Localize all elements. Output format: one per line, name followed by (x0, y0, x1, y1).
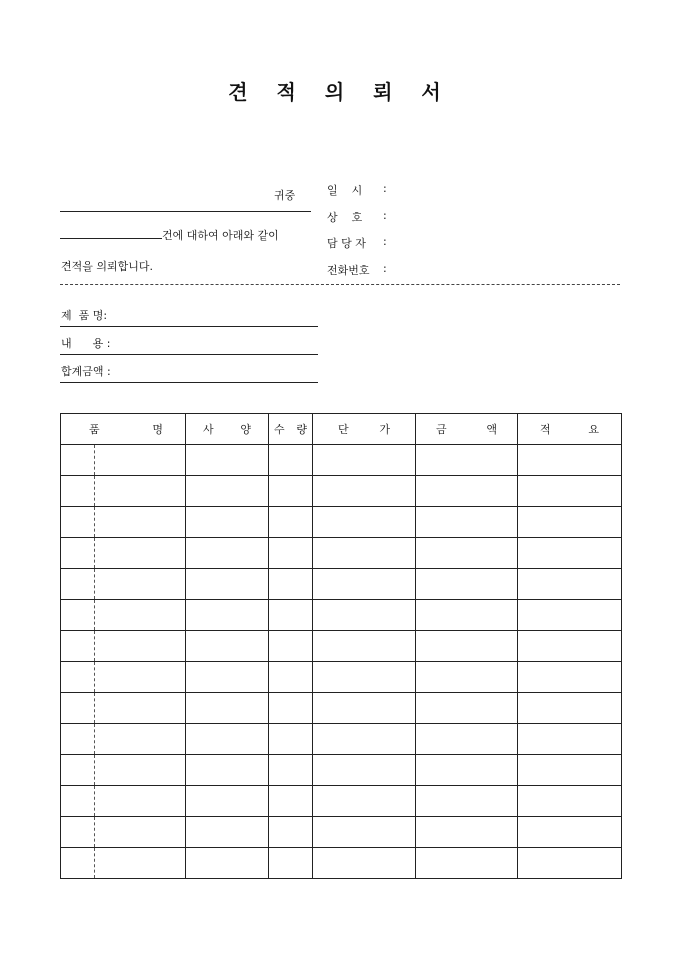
product-name-label: 제 품 명: (61, 309, 108, 322)
quantity-cell[interactable] (269, 538, 313, 569)
spec-cell[interactable] (186, 693, 269, 724)
header-char: 액 (486, 423, 497, 436)
item-name-cell[interactable] (61, 755, 186, 786)
unit-price-cell[interactable] (313, 817, 416, 848)
header-char: 금 (436, 423, 447, 436)
remarks-cell[interactable] (518, 817, 622, 848)
spec-cell[interactable] (186, 662, 269, 693)
quantity-cell[interactable] (269, 817, 313, 848)
table-row (61, 600, 622, 631)
total-amount-line[interactable] (60, 382, 318, 383)
unit-price-cell[interactable] (313, 445, 416, 476)
amount-cell[interactable] (416, 538, 518, 569)
item-name-cell[interactable] (61, 507, 186, 538)
item-name-cell[interactable] (61, 476, 186, 507)
amount-cell[interactable] (416, 600, 518, 631)
column-header-quantity (269, 414, 313, 445)
amount-cell[interactable] (416, 662, 518, 693)
quantity-cell[interactable] (269, 724, 313, 755)
header-char: 적 (540, 423, 551, 436)
remarks-cell[interactable] (518, 569, 622, 600)
cell-divider (94, 817, 95, 847)
header-char: 품 (89, 423, 100, 436)
item-name-cell[interactable] (61, 631, 186, 662)
item-name-cell[interactable] (61, 693, 186, 724)
amount-cell[interactable] (416, 786, 518, 817)
product-name-line[interactable] (60, 326, 318, 327)
column-header-unit-price (313, 414, 416, 445)
remarks-cell[interactable] (518, 662, 622, 693)
table-row (61, 445, 622, 476)
unit-price-cell[interactable] (313, 662, 416, 693)
table-row (61, 662, 622, 693)
unit-price-cell[interactable] (313, 848, 416, 879)
column-header-spec (186, 414, 269, 445)
amount-cell[interactable] (416, 755, 518, 786)
remarks-cell[interactable] (518, 507, 622, 538)
manager-colon: : (383, 235, 387, 248)
remarks-cell[interactable] (518, 631, 622, 662)
unit-price-cell[interactable] (313, 755, 416, 786)
amount-cell[interactable] (416, 631, 518, 662)
remarks-cell[interactable] (518, 786, 622, 817)
column-header-item-name (61, 414, 186, 445)
table-row (61, 538, 622, 569)
spec-cell[interactable] (186, 631, 269, 662)
item-name-cell[interactable] (61, 445, 186, 476)
unit-price-cell[interactable] (313, 631, 416, 662)
manager-label: 담 당 자 (327, 237, 366, 250)
item-name-cell[interactable] (61, 600, 186, 631)
remarks-cell[interactable] (518, 476, 622, 507)
table-row (61, 569, 622, 600)
section-divider (60, 284, 620, 285)
table-row (61, 693, 622, 724)
remarks-cell[interactable] (518, 693, 622, 724)
quantity-cell[interactable] (269, 848, 313, 879)
item-name-cell[interactable] (61, 848, 186, 879)
item-name-cell[interactable] (61, 569, 186, 600)
item-name-cell[interactable] (61, 538, 186, 569)
unit-price-cell[interactable] (313, 538, 416, 569)
header-char: 단 (338, 423, 349, 436)
table-row (61, 817, 622, 848)
unit-price-cell[interactable] (313, 600, 416, 631)
spec-cell[interactable] (186, 755, 269, 786)
table-header-row (61, 414, 622, 445)
phone-colon: : (383, 262, 387, 275)
honorific-label: 귀중 (274, 189, 296, 202)
quantity-cell[interactable] (269, 631, 313, 662)
spec-cell[interactable] (186, 817, 269, 848)
remarks-cell[interactable] (518, 755, 622, 786)
cell-divider (94, 848, 95, 878)
cell-divider (94, 569, 95, 599)
cell-divider (94, 476, 95, 506)
quantity-cell[interactable] (269, 507, 313, 538)
spec-cell[interactable] (186, 569, 269, 600)
table-body (61, 445, 622, 879)
company-label: 상 호 (327, 211, 363, 224)
unit-price-cell[interactable] (313, 693, 416, 724)
regarding-text: 건에 대하여 아래와 같이 (162, 229, 279, 242)
amount-cell[interactable] (416, 569, 518, 600)
estimate-table (60, 413, 622, 879)
item-name-cell[interactable] (61, 662, 186, 693)
spec-cell[interactable] (186, 848, 269, 879)
spec-cell[interactable] (186, 507, 269, 538)
remarks-cell[interactable] (518, 848, 622, 879)
cell-divider (94, 786, 95, 816)
quantity-cell[interactable] (269, 693, 313, 724)
table-row (61, 755, 622, 786)
amount-cell[interactable] (416, 476, 518, 507)
spec-cell[interactable] (186, 600, 269, 631)
quantity-cell[interactable] (269, 786, 313, 817)
document-title: 견 적 의 뢰 서 (228, 80, 452, 104)
amount-cell[interactable] (416, 693, 518, 724)
cell-divider (94, 724, 95, 754)
content-label: 내 용 : (61, 337, 111, 350)
item-name-cell[interactable] (61, 817, 186, 848)
content-line[interactable] (60, 354, 318, 355)
unit-price-cell[interactable] (313, 724, 416, 755)
table-row (61, 848, 622, 879)
quantity-cell[interactable] (269, 755, 313, 786)
quantity-cell[interactable] (269, 600, 313, 631)
recipient-name-line[interactable] (60, 211, 311, 212)
company-colon: : (383, 209, 387, 222)
column-header-remarks (518, 414, 622, 445)
table-row (61, 786, 622, 817)
quantity-cell[interactable] (269, 569, 313, 600)
cell-divider (94, 507, 95, 537)
quantity-cell[interactable] (269, 445, 313, 476)
header-char: 사 (203, 423, 214, 436)
amount-cell[interactable] (416, 817, 518, 848)
amount-cell[interactable] (416, 507, 518, 538)
cell-divider (94, 600, 95, 630)
unit-price-cell[interactable] (313, 569, 416, 600)
total-amount-label: 합계금액 : (61, 365, 111, 378)
unit-price-cell[interactable] (313, 476, 416, 507)
amount-cell[interactable] (416, 445, 518, 476)
header-char: 명 (152, 423, 163, 436)
column-header-amount (416, 414, 518, 445)
spec-cell[interactable] (186, 786, 269, 817)
remarks-cell[interactable] (518, 445, 622, 476)
request-text: 견적을 의뢰합니다. (61, 260, 154, 273)
cell-divider (94, 662, 95, 692)
table-row (61, 507, 622, 538)
spec-cell[interactable] (186, 538, 269, 569)
header-char: 량 (296, 423, 307, 436)
cell-divider (94, 631, 95, 661)
header-char: 수 (274, 423, 285, 436)
cell-divider (94, 445, 95, 475)
table-row (61, 631, 622, 662)
header-char: 요 (588, 423, 599, 436)
unit-price-cell[interactable] (313, 507, 416, 538)
cell-divider (94, 693, 95, 723)
subject-blank-line[interactable] (60, 238, 162, 239)
table-row (61, 476, 622, 507)
quantity-cell[interactable] (269, 662, 313, 693)
spec-cell[interactable] (186, 724, 269, 755)
unit-price-cell[interactable] (313, 786, 416, 817)
spec-cell[interactable] (186, 445, 269, 476)
amount-cell[interactable] (416, 848, 518, 879)
quantity-cell[interactable] (269, 476, 313, 507)
item-name-cell[interactable] (61, 786, 186, 817)
header-char: 가 (379, 423, 390, 436)
date-label: 일 시 (327, 184, 363, 197)
remarks-cell[interactable] (518, 538, 622, 569)
spec-cell[interactable] (186, 476, 269, 507)
remarks-cell[interactable] (518, 724, 622, 755)
cell-divider (94, 538, 95, 568)
amount-cell[interactable] (416, 724, 518, 755)
phone-label: 전화번호 (327, 264, 370, 277)
date-colon: : (383, 182, 387, 195)
header-char: 양 (240, 423, 251, 436)
item-name-cell[interactable] (61, 724, 186, 755)
table-row (61, 724, 622, 755)
cell-divider (94, 755, 95, 785)
remarks-cell[interactable] (518, 600, 622, 631)
